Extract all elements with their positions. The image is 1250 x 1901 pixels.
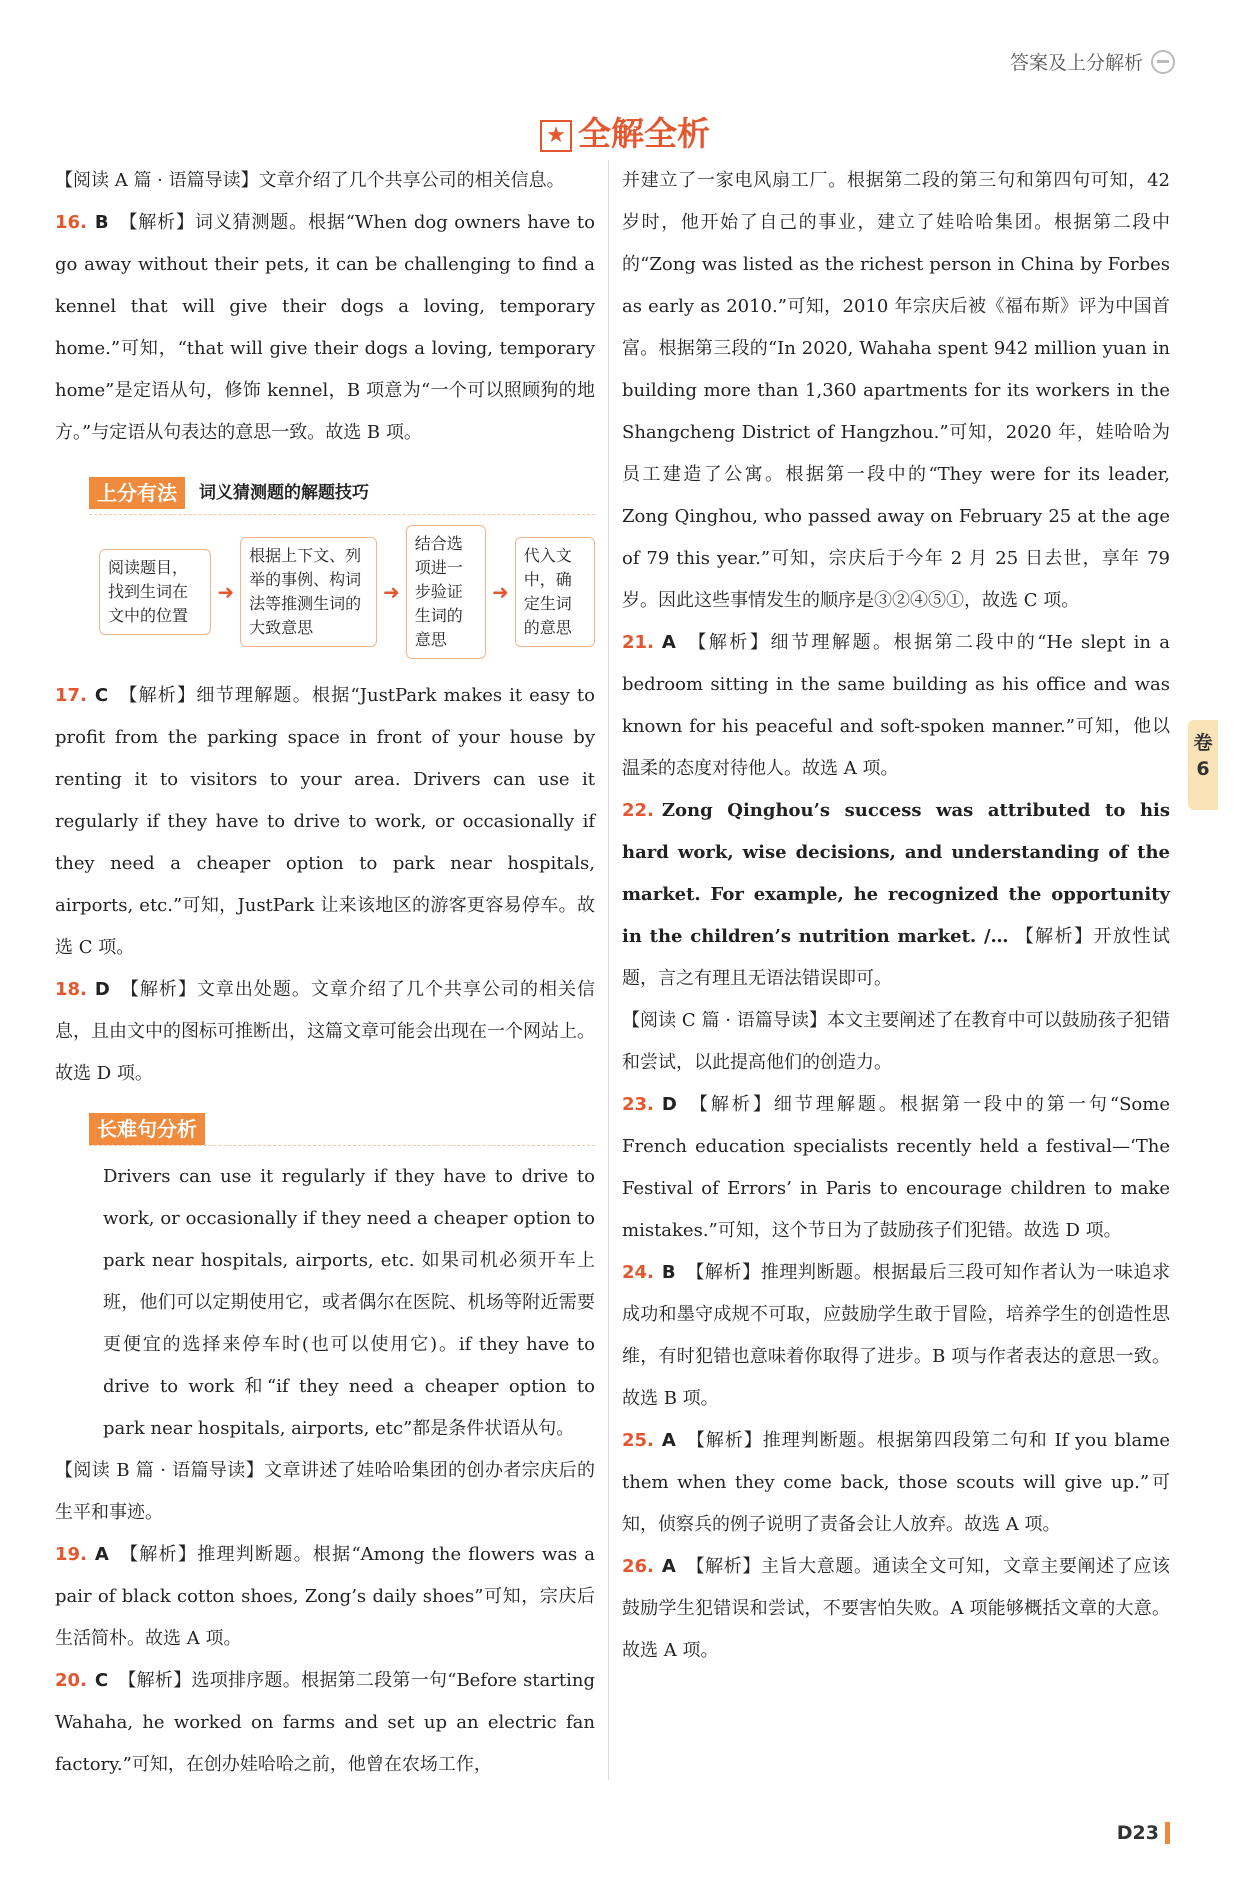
flow-step-3: 结合选项进一步验证生词的意思 (406, 525, 486, 659)
answer-letter: C (94, 685, 109, 706)
arrow-right-icon: ➜ (382, 580, 400, 604)
question-20 (55, 1660, 595, 1786)
flow-step-1: 阅读题目，找到生词在文中的位置 (99, 549, 211, 635)
intro-a: 【阅读 A 篇 · 语篇导读】文章介绍了几个共享公司的相关信息。 (55, 170, 565, 191)
explanation: 【解析】细节理解题。根据“JustPark makes it easy to profit from the parking space in front of your house by renting it to visitors to your area. Drivers can use it regularly if they have to drive to work, or occasionally if they need a cheaper option to park near hospitals, airports, etc.”可知，JustPark 让来该地区的游客更容易停车。故选 C 项。 (55, 685, 595, 958)
explanation: 【解析】推理判断题。根据第四段第二句和 If you blame them when they come back, those scouts will give up.”可知，侦察兵的例子说明了责备会让人放弃。故选 A 项。 (622, 1430, 1170, 1535)
answer-letter: A (94, 1544, 109, 1565)
question-number: 17. (55, 685, 87, 706)
question-22 (622, 790, 1170, 1000)
explanation: 【解析】词义猜测题。根据“When dog owners have to go away without their pets, it can be challenging to find a kennel that will give their dogs a loving, temporary home.”可知，“that will give their dogs a loving, temporary home”是定语从句，修饰 kennel，B 项意为“一个可以照顾狗的地方。”与定语从句表达的意思一致。故选 B 项。 (55, 212, 595, 443)
question-number: 25. (622, 1430, 654, 1451)
answer-letter: D (661, 1094, 677, 1115)
question-number: 16. (55, 212, 87, 233)
explanation: 【解析】选项排序题。根据第二段第一句“Before starting Wahaha, he worked on farms and set up an electric fan factory.”可知，在创办娃哈哈之前，他曾在农场工作， (55, 1670, 595, 1775)
explanation: 【解析】细节理解题。根据第一段中的第一句“Some French education specialists recently held a festival—‘The Festival of Errors’ in Paris to encourage children to make mistakes.”可知，这个节日为了鼓励孩子们犯错。故选 D 项。 (622, 1094, 1170, 1241)
arrow-right-icon: ➜ (217, 580, 235, 604)
arrow-right-icon: ➜ (491, 580, 509, 604)
tips-badge: 上分有法 (89, 477, 185, 509)
explanation: 【解析】文章出处题。文章介绍了几个共享公司的相关信息，且由文中的图标可推断出，这篇文章可能会出现在一个网站上。故选 D 项。 (55, 979, 595, 1084)
question-number: 20. (55, 1670, 87, 1691)
question-number: 19. (55, 1544, 87, 1565)
question-24 (622, 1252, 1170, 1420)
explanation: 【解析】细节理解题。根据第二段中的“He slept in a bedroom sitting in the same building as his office and was known for his peaceful and soft-spoken manner.”可知，他以温柔的态度对待他人。故选 A 项。 (622, 632, 1170, 779)
question-16 (55, 202, 595, 454)
answer-letter: A (661, 1430, 676, 1451)
intro-c: 【阅读 C 篇 · 语篇导读】本文主要阐述了在教育中可以鼓励孩子犯错和尝试，以此提高他们的创造力。 (622, 1010, 1170, 1073)
question-20-continued: 并建立了一家电风扇工厂。根据第二段的第三句和第四句可知，42 岁时，他开始了自己的事业，建立了娃哈哈集团。根据第二段中的“Zong was listed as the richest person in China by Forbes as early as 2010.”可知，2010 年宗庆后被《福布斯》评为中国首富。根据第三段的“In 2020, Wahaha spent 942 million yuan in building more than 1,360 apartments for its workers in the Shangcheng District of Hangzhou.”可知，2020 年，娃哈哈为员工建造了公寓。根据第一段中的“They were for its leader, Zong Qinghou, who passed away on February 25 at the age of 79 this year.”可知，宗庆后于今年 2 月 25 日去世，享年 79 岁。因此这些事情发生的顺序是③②④⑤①，故选 C 项。 (622, 170, 1170, 611)
header-section (1010, 48, 1175, 75)
explanation: 【解析】开放性试题，言之有理且无语法错误即可。 (622, 926, 1170, 989)
explanation: 【解析】推理判断题。根据“Among the flowers was a pair of black cotton shoes, Zong’s daily shoes”可知，宗庆后生活简朴。故选 A 项。 (55, 1544, 595, 1649)
header-section-title: 答案及上分解析 (1009, 52, 1143, 74)
question-23 (622, 1084, 1170, 1252)
volume-tab-label: 卷 (1193, 732, 1213, 754)
question-21 (622, 622, 1170, 790)
answer-letter: A (661, 1556, 676, 1577)
model-answer: Zong Qinghou’s success was attributed to his hard work, wise decisions, and understanding of the market. For example, he recognized the opportunity in the children’s nutrition market. /… (622, 800, 1170, 947)
volume-tab-number: 6 (1196, 758, 1210, 780)
long-sentence-analysis: Drivers can use it regularly if they have to drive to work, or occasionally if they need a cheaper option to park near hospitals, airports, etc. 如果司机必须开车上班，他们可以定期使用它，或者偶尔在医院、机场等附近需要更便宜的选择来停车时(也可以使用它)。if they have to drive to work 和“if they need a cheaper option to park near hospitals, airports, etc”都是条件状语从句。 (103, 1166, 595, 1439)
question-number: 18. (55, 979, 87, 1000)
right-column (622, 160, 1170, 1672)
question-number: 24. (622, 1262, 654, 1283)
volume-tab (1188, 720, 1218, 810)
explanation: 【解析】主旨大意题。通读全文可知，文章主要阐述了应该鼓励学生犯错误和尝试，不要害怕失败。A 项能够概括文章的大意。故选 A 项。 (622, 1556, 1170, 1661)
page-title (0, 108, 1250, 155)
question-18 (55, 969, 595, 1095)
question-number: 21. (622, 632, 654, 653)
flow-step-4: 代入文中，确定生词的意思 (515, 537, 595, 647)
answer-letter: C (94, 1670, 109, 1691)
page-number: D23 (1117, 1822, 1170, 1844)
question-26 (622, 1546, 1170, 1672)
left-column (55, 160, 595, 1786)
star-icon: ★ (540, 120, 572, 152)
question-number: 23. (622, 1094, 654, 1115)
tips-flowchart (99, 525, 595, 659)
explanation: 【解析】推理判断题。根据最后三段可知作者认为一味追求成功和墨守成规不可取，应鼓励学生敢于冒险，培养学生的创造性思维，有时犯错也意味着你取得了进步。B 项与作者表达的意思一致。故选 B 项。 (622, 1262, 1170, 1409)
question-19 (55, 1534, 595, 1660)
tips-header (89, 472, 595, 515)
minus-circle-icon (1151, 50, 1175, 74)
column-divider (608, 160, 609, 1780)
page-title-text: 全解全析 (578, 114, 710, 153)
long-sentence-badge: 长难句分析 (89, 1113, 205, 1145)
answer-letter: D (94, 979, 110, 1000)
tips-title: 词义猜测题的解题技巧 (199, 483, 369, 503)
question-number: 26. (622, 1556, 654, 1577)
flow-step-2: 根据上下文、列举的事例、构词法等推测生词的大致意思 (240, 537, 377, 647)
intro-b: 【阅读 B 篇 · 语篇导读】文章讲述了娃哈哈集团的创办者宗庆后的生平和事迹。 (55, 1460, 595, 1523)
question-25 (622, 1420, 1170, 1546)
answer-letter: B (661, 1262, 676, 1283)
answer-letter: A (661, 632, 676, 653)
question-number: 22. (622, 800, 654, 821)
long-sentence-header (89, 1113, 595, 1146)
answer-letter: B (94, 212, 109, 233)
question-17 (55, 675, 595, 969)
